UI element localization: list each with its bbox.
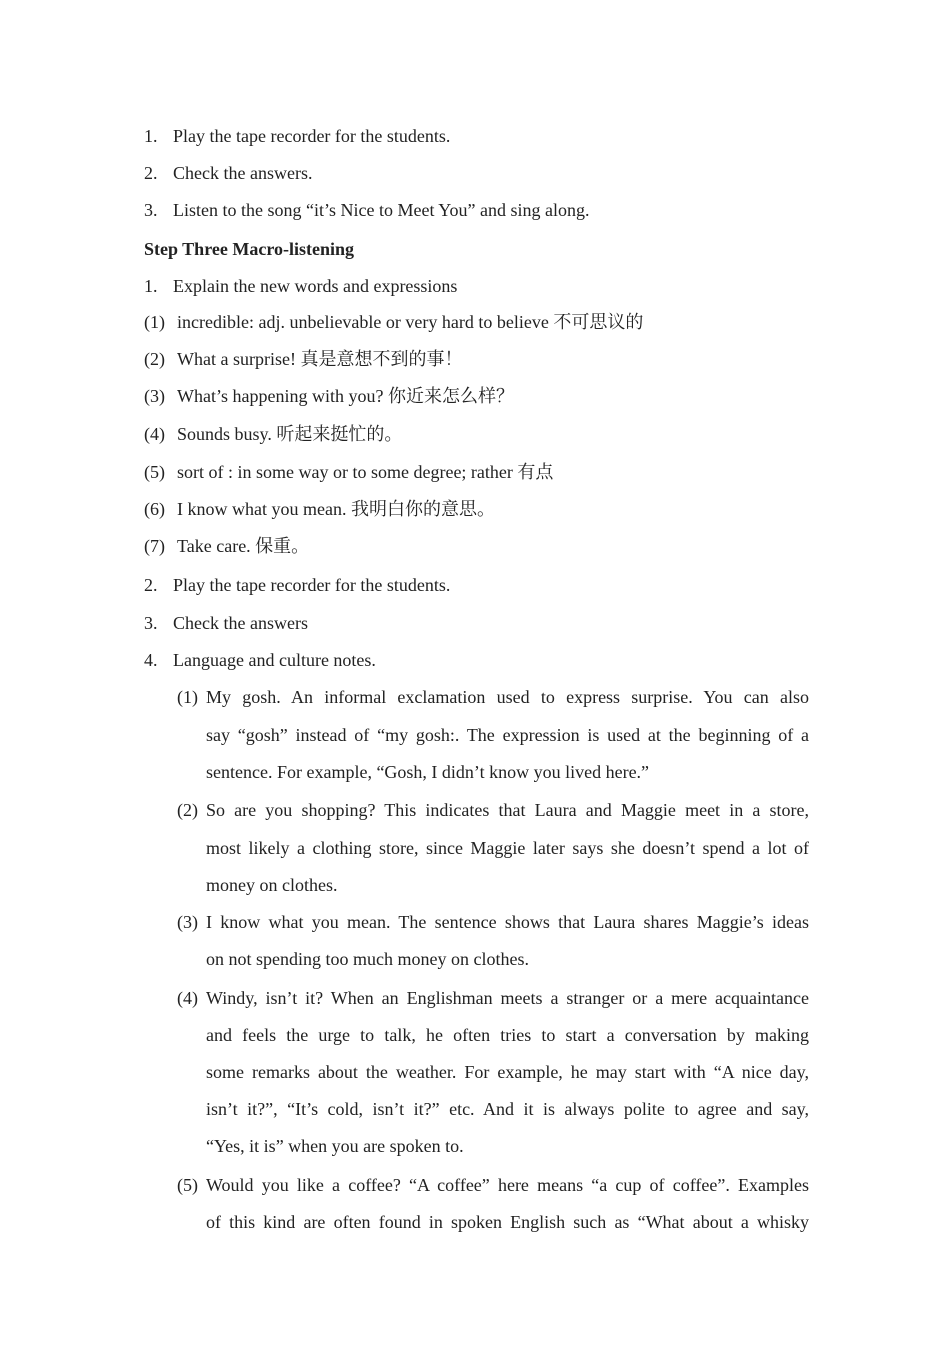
step-text: Check the answers. (173, 163, 313, 183)
section-heading: Step Three Macro-listening (144, 239, 354, 259)
vocab-item-5 (144, 460, 553, 484)
step-number: 1. (144, 126, 158, 146)
note-line: say “gosh” instead of “my gosh:. The expression is used at the beginning of a (206, 725, 809, 745)
note-line: So are you shopping? This indicates that Laura and Maggie meet in a store, (206, 800, 809, 820)
vocab-text: What a surprise! 真是意想不到的事！ (177, 349, 463, 369)
step-2 (144, 573, 450, 597)
note-line: on not spending too much money on clothes. (206, 949, 529, 969)
note-line: isn’t it?”, “It’s cold, isn’t it?” etc. And it is always polite to agree and say, (206, 1099, 809, 1119)
note-line: of this kind are often found in spoken English such as “What about a whisky (206, 1212, 809, 1232)
vocab-text: I know what you mean. 我明白你的意思。 (177, 499, 495, 519)
note-number: (5) (177, 1175, 198, 1195)
step-text: Check the answers (173, 613, 308, 633)
intro-step-2 (144, 161, 312, 185)
intro-step-1 (144, 124, 450, 148)
vocab-text: sort of : in some way or to some degree; rather 有点 (177, 462, 554, 482)
step-number: 1. (144, 276, 158, 296)
vocab-text: What’s happening with you? 你近来怎么样？ (177, 386, 514, 406)
vocab-number: (3) (144, 386, 165, 406)
vocab-number: (2) (144, 349, 165, 369)
note-number: (3) (177, 912, 198, 932)
note-line: sentence. For example, “Gosh, I didn’t know you lived here.” (206, 762, 650, 782)
vocab-text: Sounds busy. 听起来挺忙的。 (177, 424, 403, 444)
step-number: 3. (144, 613, 158, 633)
note-line: and feels the urge to talk, he often tries to start a conversation by making (206, 1025, 809, 1045)
step-text: Listen to the song “it’s Nice to Meet You” and sing along. (173, 200, 590, 220)
vocab-number: (4) (144, 424, 165, 444)
step-text: Explain the new words and expressions (173, 276, 458, 296)
note-line: My gosh. An informal exclamation used to express surprise. You can also (206, 687, 809, 707)
note-line: Would you like a coffee? “A coffee” here means “a cup of coffee”. Examples (206, 1175, 809, 1195)
note-number: (2) (177, 800, 198, 820)
vocab-number: (6) (144, 499, 165, 519)
vocab-item-7 (144, 534, 309, 558)
note-line: most likely a clothing store, since Maggie later says she doesn’t spend a lot of (206, 838, 809, 858)
vocab-item-4 (144, 422, 402, 446)
step-number: 4. (144, 650, 158, 670)
step-text: Play the tape recorder for the students. (173, 575, 451, 595)
note-line: I know what you mean. The sentence shows that Laura shares Maggie’s ideas (206, 912, 809, 932)
step-3 (144, 611, 308, 635)
note-line: “Yes, it is” when you are spoken to. (206, 1136, 464, 1156)
note-line: money on clothes. (206, 875, 338, 895)
note-number: (1) (177, 687, 198, 707)
step-number: 3. (144, 200, 158, 220)
intro-step-3 (144, 198, 589, 222)
step-4 (144, 648, 376, 672)
vocab-item-1 (144, 310, 643, 334)
vocab-item-6 (144, 497, 495, 521)
step-text: Play the tape recorder for the students. (173, 126, 451, 146)
step-text: Language and culture notes. (173, 650, 376, 670)
step-number: 2. (144, 163, 158, 183)
step-1 (144, 274, 457, 298)
vocab-text: incredible: adj. unbelievable or very hard to believe 不可思议的 (177, 312, 644, 332)
note-line: some remarks about the weather. For example, he may start with “A nice day, (206, 1062, 809, 1082)
note-number: (4) (177, 988, 198, 1008)
step-number: 2. (144, 575, 158, 595)
vocab-number: (1) (144, 312, 165, 332)
vocab-item-3 (144, 384, 514, 408)
note-line: Windy, isn’t it? When an Englishman meets a stranger or a mere acquaintance (206, 988, 809, 1008)
vocab-item-2 (144, 347, 462, 371)
vocab-text: Take care. 保重。 (177, 536, 310, 556)
vocab-number: (7) (144, 536, 165, 556)
vocab-number: (5) (144, 462, 165, 482)
